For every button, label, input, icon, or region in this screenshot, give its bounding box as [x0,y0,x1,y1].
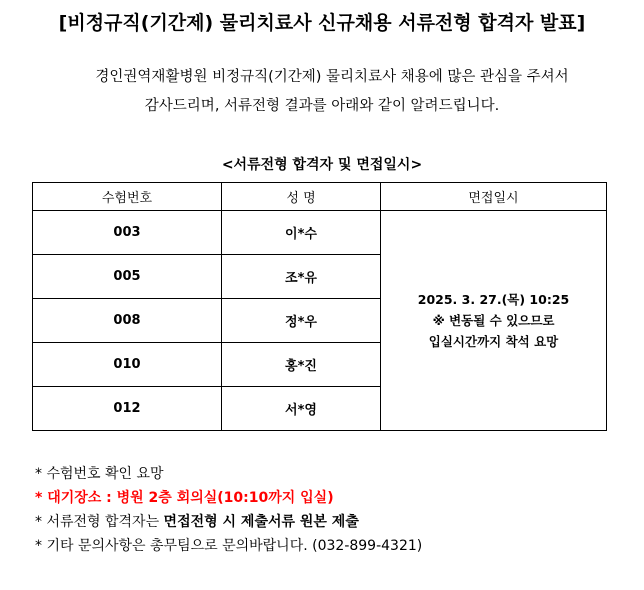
interview-cell [381,211,607,431]
header-interview: 면접일시 [381,183,607,211]
table-header-row [33,183,607,211]
result-table [32,182,607,431]
table-row [33,211,607,255]
row-name: 정*우 [222,299,381,343]
note-documents-prefix: * 서류전형 합격자는 [35,514,164,530]
note-documents [35,510,422,534]
row-number: 012 [33,387,222,431]
row-number: 005 [33,255,222,299]
row-number: 003 [33,211,222,255]
intro-line-2: 감사드리며, 서류전형 결과를 아래와 같이 알려드립니다. [144,98,500,114]
row-number: 008 [33,299,222,343]
row-number: 010 [33,343,222,387]
interview-note-2: 입실시간까지 착석 요망 [428,334,559,349]
notes-list [35,462,422,558]
interview-datetime: 2025. 3. 27.(목) 10:25 [417,292,570,307]
note-documents-emphasis: 면접전형 시 제출서류 원본 제출 [163,514,359,530]
header-name: 성 명 [222,183,381,211]
interview-note-1: ※ 변동될 수 있으므로 [432,313,555,328]
note-waiting-place: * 대기장소 : 병원 2층 회의실(10:10까지 입실) [35,490,334,506]
row-name: 조*유 [222,255,381,299]
intro-line-1: 경인권역재활병원 비정규직(기간제) 물리치료사 채용에 많은 관심을 주셔서 [95,69,569,85]
row-name: 홍*진 [222,343,381,387]
page-title: [비정규직(기간제) 물리치료사 신규채용 서류전형 합격자 발표] [58,12,586,34]
table-caption: <서류전형 합격자 및 면접일시> [221,157,423,173]
row-name: 서*영 [222,387,381,431]
row-name: 이*수 [222,211,381,255]
header-number: 수험번호 [33,183,222,211]
note-check-number: * 수험번호 확인 요망 [35,466,164,482]
note-contact: * 기타 문의사항은 총무팀으로 문의바랍니다. (032-899-4321) [35,538,423,554]
